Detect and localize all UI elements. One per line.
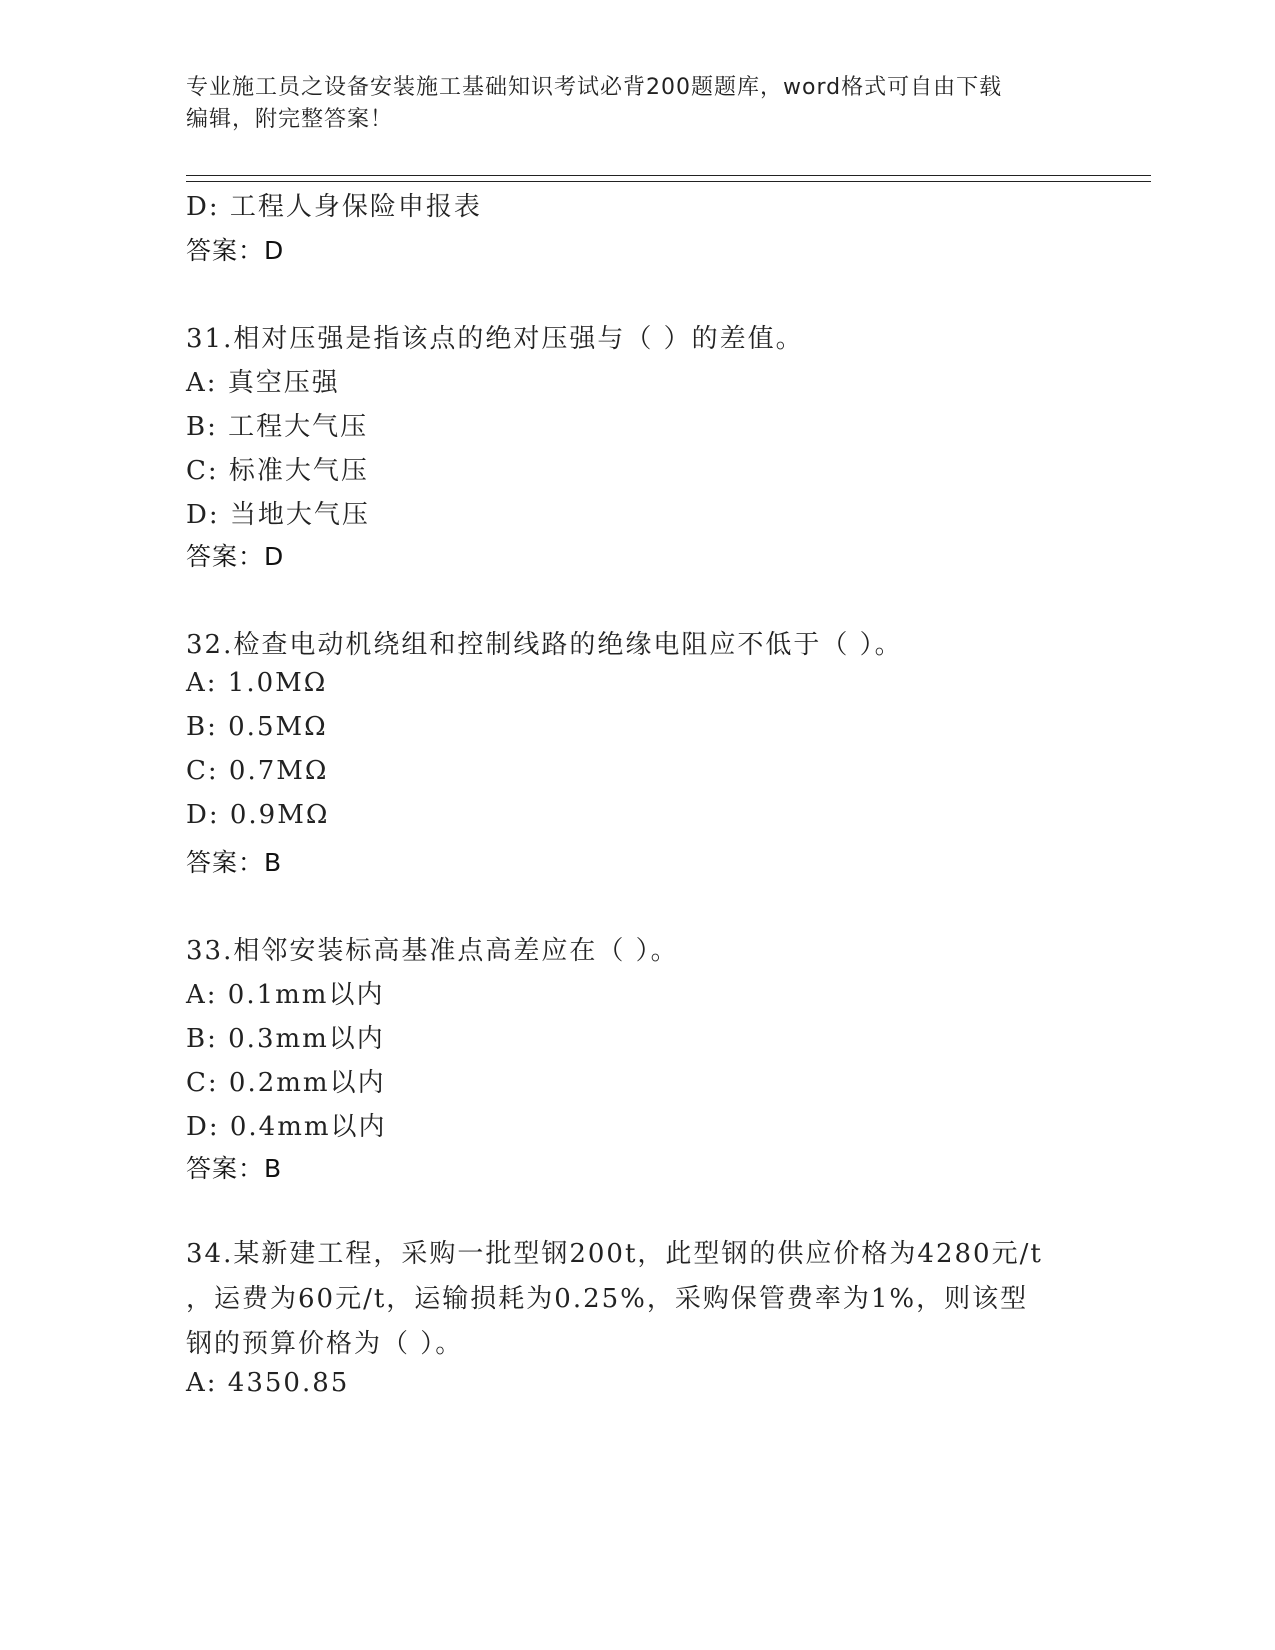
q32-option-a: A: 1.0MΩ [186, 668, 328, 698]
question-31: 31.相对压强是指该点的绝对压强与（ ）的差值。 [186, 324, 804, 354]
document-header [186, 72, 1086, 136]
header-divider-top [186, 175, 1151, 176]
q31-option-b: B: 工程大气压 [186, 412, 369, 442]
question-34-line-1: 34.某新建工程，采购一批型钢200t，此型钢的供应价格为4280元/t [186, 1239, 1043, 1269]
header-divider-bottom [186, 181, 1151, 182]
q31-option-a: A: 真空压强 [186, 368, 340, 398]
q33-option-c: C: 0.2mm以内 [186, 1068, 386, 1098]
header-title-line-2: 编辑，附完整答案！ [186, 107, 394, 132]
question-34 [186, 1232, 1066, 1367]
q31-option-d: D: 当地大气压 [186, 500, 370, 530]
q33-option-a: A: 0.1mm以内 [186, 980, 385, 1010]
question-32: 32.检查电动机绕组和控制线路的绝缘电阻应不低于（ ）。 [186, 630, 903, 660]
q31-answer: 答案：D [186, 542, 285, 571]
question-34-line-3: 钢的预算价格为（ ）。 [186, 1329, 464, 1359]
question-33: 33.相邻安装标高基准点高差应在（ ）。 [186, 936, 679, 966]
q34-option-a: A: 4350.85 [186, 1368, 350, 1398]
q33-option-b: B: 0.3mm以内 [186, 1024, 385, 1054]
q32-option-c: C: 0.7MΩ [186, 756, 329, 786]
q33-option-d: D: 0.4mm以内 [186, 1112, 387, 1142]
q32-option-b: B: 0.5MΩ [186, 712, 328, 742]
question-34-line-2: ，运费为60元/t，运输损耗为0.25%，采购保管费率为1%，则该型 [186, 1284, 1029, 1314]
q33-answer: 答案：B [186, 1154, 283, 1183]
q32-answer: 答案：B [186, 848, 283, 877]
header-title-line-1: 专业施工员之设备安装施工基础知识考试必背200题题库，word格式可自由下载 [186, 75, 1003, 100]
q31-option-c: C: 标准大气压 [186, 456, 369, 486]
prev-option-d: D: 工程人身保险申报表 [186, 192, 482, 222]
prev-answer: 答案：D [186, 236, 285, 265]
q32-option-d: D: 0.9MΩ [186, 800, 330, 830]
